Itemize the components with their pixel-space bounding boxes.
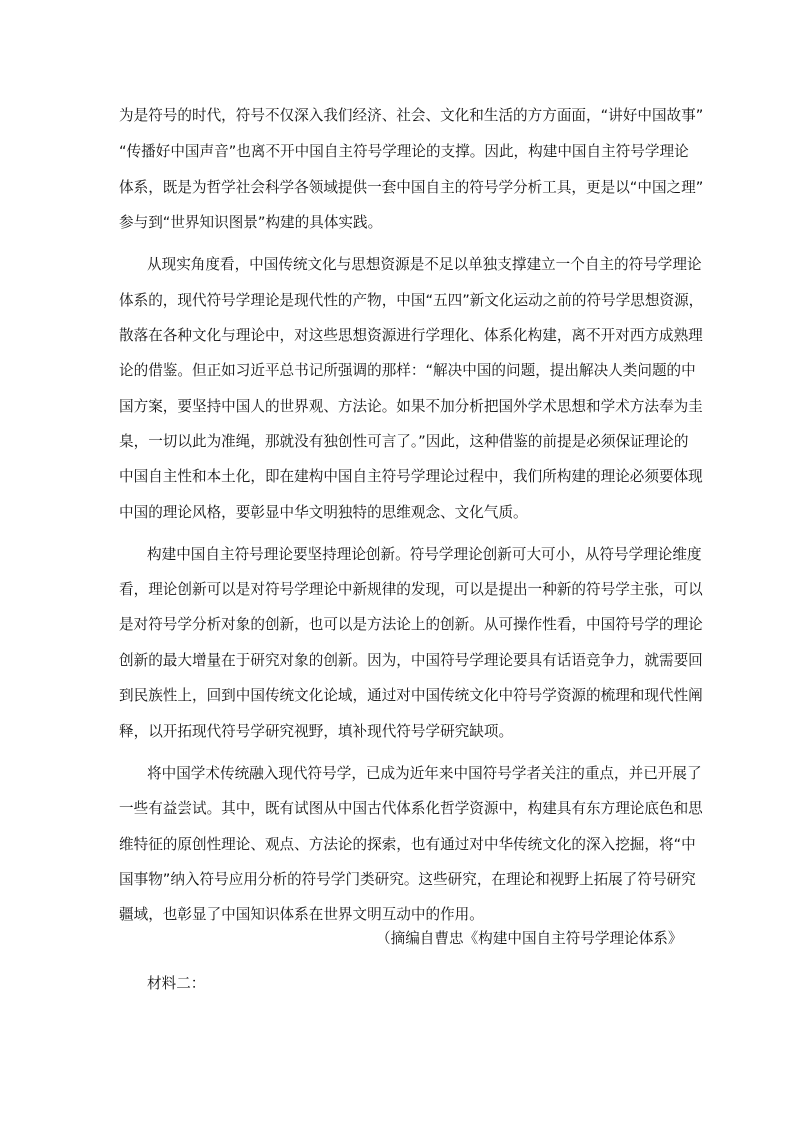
text-line: 国方案，要坚持中国人的世界观、方法论。如果不加分析把国外学术思想和学术方法奉为圭 xyxy=(119,398,703,415)
text-line: 释，以开拓现代符号学研究视野，填补现代符号学研究缺项。 xyxy=(119,723,514,740)
text-line: 中国自主性和本土化，即在建构中国自主符号学理论过程中，我们所构建的理论必须要体现 xyxy=(119,468,703,485)
text-line: 参与到“世界知识图景”构建的具体实践。 xyxy=(119,214,383,231)
text-line: 一些有益尝试。其中，既有试图从中国古代体系化哲学资源中，构建具有东方理论底色和思 xyxy=(119,800,703,817)
text-line: 散落在各种文化与理论中，对这些思想资源进行学理化、体系化构建，离不开对西方成熟理 xyxy=(119,327,703,344)
text-line: “传播好中国声音”也离不开中国自主符号学理论的支撑。因此，构建中国自主符号学理论 xyxy=(119,143,689,160)
text-line: 国事物”纳入符号应用分析的符号学门类研究。这些研究，在理论和视野上拓展了符号研究 xyxy=(119,871,696,888)
source-citation: （摘编自曹忠《构建中国自主符号学理论体系》 xyxy=(376,930,683,947)
text-line: 论的借鉴。但正如习近平总书记所强调的那样：“解决中国的问题，提出解决人类问题的中 xyxy=(119,362,696,379)
text-line: 疆域，也彰显了中国知识体系在世界文明互动中的作用。 xyxy=(119,906,484,923)
section-heading: 材料二： xyxy=(147,975,206,992)
text-line: 体系的，现代符号学理论是现代性的产物，中国“五四”新文化运动之前的符号学思想资源， xyxy=(119,292,704,309)
text-line: 臬，一切以此为准绳，那就没有独创性可言了。”因此，这种借鉴的前提是必须保证理论的 xyxy=(119,433,689,450)
text-line: 是对符号学分析对象的创新，也可以是方法论上的创新。从可操作性看，中国符号学的理论 xyxy=(119,616,703,633)
text-line: 中国的理论风格，要彰显中华文明独特的思维观念、文化气质。 xyxy=(119,504,528,521)
text-line: 体系，既是为哲学社会科学各领域提供一套中国自主的符号学分析工具，更是以“中国之理” xyxy=(119,179,704,196)
text-line: 看，理论创新可以是对符号学理论中新规律的发现，可以是提出一种新的符号学主张，可以 xyxy=(119,581,703,598)
text-line: 为是符号的时代，符号不仅深入我们经济、社会、文化和生活的方方面面，“讲好中国故事” xyxy=(119,107,704,124)
text-line: 从现实角度看，中国传统文化与思想资源是不足以单独支撑建立一个自主的符号学理论 xyxy=(147,256,702,273)
text-line: 维特征的原创性理论、观点、方法论的探索，也有通过对中华传统文化的深入挖掘，将“中 xyxy=(119,836,696,853)
text-line: 将中国学术传统融入现代符号学，已成为近年来中国符号学者关注的重点，并已开展了 xyxy=(147,765,702,782)
text-line: 构建中国自主符号理论要坚持理论创新。符号学理论创新可大可小，从符号学理论维度 xyxy=(147,546,702,563)
text-line: 创新的最大增量在于研究对象的创新。因为，中国符号学理论要具有话语竞争力，就需要回 xyxy=(119,652,703,669)
text-line: 到民族性上，回到中国传统文化论域，通过对中国传统文化中符号学资源的梳理和现代性阐 xyxy=(119,687,703,704)
